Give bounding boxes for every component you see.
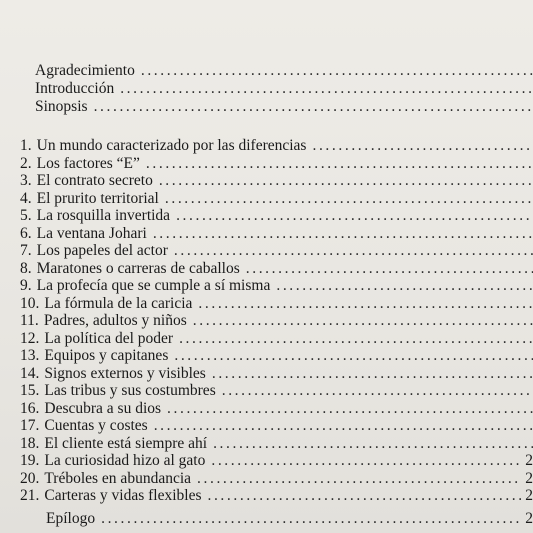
chapter-number: 11. [20,312,39,329]
toc-chapter-2[interactable] [20,155,533,172]
chapter-title: Tréboles en abundancia [44,469,192,487]
page-number: 2 [525,469,533,487]
chapter-title: La ventana Johari [36,224,147,242]
chapter-title: Maratones o carreras de caballos [36,259,240,277]
chapter-title: Cuentas y costes [44,417,148,434]
chapter-title: La profecía que se cumple a sí misma [36,277,271,294]
chapter-title: Padres, adultos y niños [43,312,187,329]
toc-chapter-11[interactable] [20,312,533,329]
toc-chapter-14[interactable] [20,365,533,382]
chapter-number: 4. [20,189,32,207]
chapter-title: La fórmula de la caricia [44,294,193,312]
chapter-title: La curiosidad hizo al gato [44,452,206,469]
dot-leader [312,137,533,154]
chapter-title: Signos externos y visibles [44,364,206,382]
chapter-number: 13. [20,347,40,364]
dot-leader [167,400,533,417]
toc-chapter-13[interactable] [20,347,533,364]
toc-chapter-6[interactable] [20,225,533,242]
toc-entry-title: Introducción [35,80,115,97]
toc-chapter-5[interactable] [20,207,533,224]
chapter-number: 9. [20,277,32,294]
chapter-number: 5. [20,207,32,224]
chapter-title: Los factores “E” [36,154,140,172]
toc-entry-title: Sinopsis [35,98,88,115]
toc-entry-agradecimiento[interactable] [35,62,533,79]
toc-entry-title: Agradecimiento [35,62,135,79]
toc-chapter-21[interactable] [20,487,533,504]
chapter-number: 8. [20,259,32,277]
dot-leader [193,312,533,329]
chapter-number: 21. [20,487,40,504]
dot-leader [94,98,533,115]
toc-chapter-9[interactable] [20,277,533,294]
chapter-number: 16. [20,399,40,417]
chapter-number: 2. [20,154,32,172]
chapter-title: El contrato secreto [36,172,153,189]
dot-leader [198,295,533,312]
dot-leader [174,242,533,259]
toc-entry-sinopsis[interactable] [35,98,533,115]
chapter-number: 14. [20,364,40,382]
chapter-number: 18. [20,434,40,452]
dot-leader [211,452,521,469]
dot-leader [212,365,533,382]
chapter-number: 3. [20,172,32,189]
chapter-title: La política del poder [44,329,174,347]
chapter-number: 15. [20,382,40,399]
dot-leader [159,172,533,189]
dot-leader [154,417,533,434]
dot-leader [276,277,533,294]
chapter-title: El cliente está siempre ahí [44,434,208,452]
chapter-title: Carteras y vidas flexibles [44,487,202,504]
dot-leader [207,487,521,504]
toc-chapter-17[interactable] [20,417,533,434]
chapter-number: 20. [20,469,40,487]
chapter-number: 1. [20,137,32,154]
chapter-title: Equipos y capitanes [44,347,169,364]
chapter-title: Descubra a su dios [44,399,162,417]
dot-leader [179,330,533,347]
dot-leader [101,510,521,527]
toc-chapter-19[interactable] [20,452,533,469]
dot-leader [146,155,533,172]
toc-chapter-18[interactable] [20,435,533,452]
chapter-title: La rosquilla invertida [36,207,171,224]
toc-chapter-1[interactable] [20,137,533,154]
toc-entry-introduccion[interactable] [35,80,533,97]
page-number: 2 [525,510,533,527]
chapter-title: Un mundo caracterizado por las diferencias [36,137,307,154]
dot-leader [141,62,533,79]
dot-leader [197,470,521,487]
toc-chapter-10[interactable] [20,295,533,312]
page-number: 2 [525,452,533,469]
chapter-title: Los papeles del actor [36,242,168,259]
chapter-number: 12. [20,329,40,347]
chapter-number: 6. [20,224,32,242]
chapter-title: Las tribus y sus costumbres [44,382,216,399]
chapter-title: El prurito territorial [36,189,159,207]
chapter-number: 7. [20,242,32,259]
dot-leader [246,260,533,277]
dot-leader [120,80,533,97]
chapter-number: 19. [20,452,40,469]
toc-chapter-20[interactable] [20,470,533,487]
toc-entry-title: Epílogo [46,510,96,527]
toc-chapter-7[interactable] [20,242,533,259]
toc-chapter-8[interactable] [20,260,533,277]
dot-leader [153,225,533,242]
page-number: 2 [525,487,533,504]
toc-chapter-4[interactable] [20,190,533,207]
dot-leader [176,207,533,224]
dot-leader [213,435,533,452]
dot-leader [174,347,533,364]
toc-chapter-12[interactable] [20,330,533,347]
toc-chapter-16[interactable] [20,400,533,417]
toc-chapter-3[interactable] [20,172,533,189]
dot-leader [222,382,533,399]
chapter-number: 10. [20,294,40,312]
dot-leader [165,190,533,207]
toc-entry-epilogo[interactable] [46,510,533,527]
toc-chapter-15[interactable] [20,382,533,399]
chapter-number: 17. [20,417,40,434]
